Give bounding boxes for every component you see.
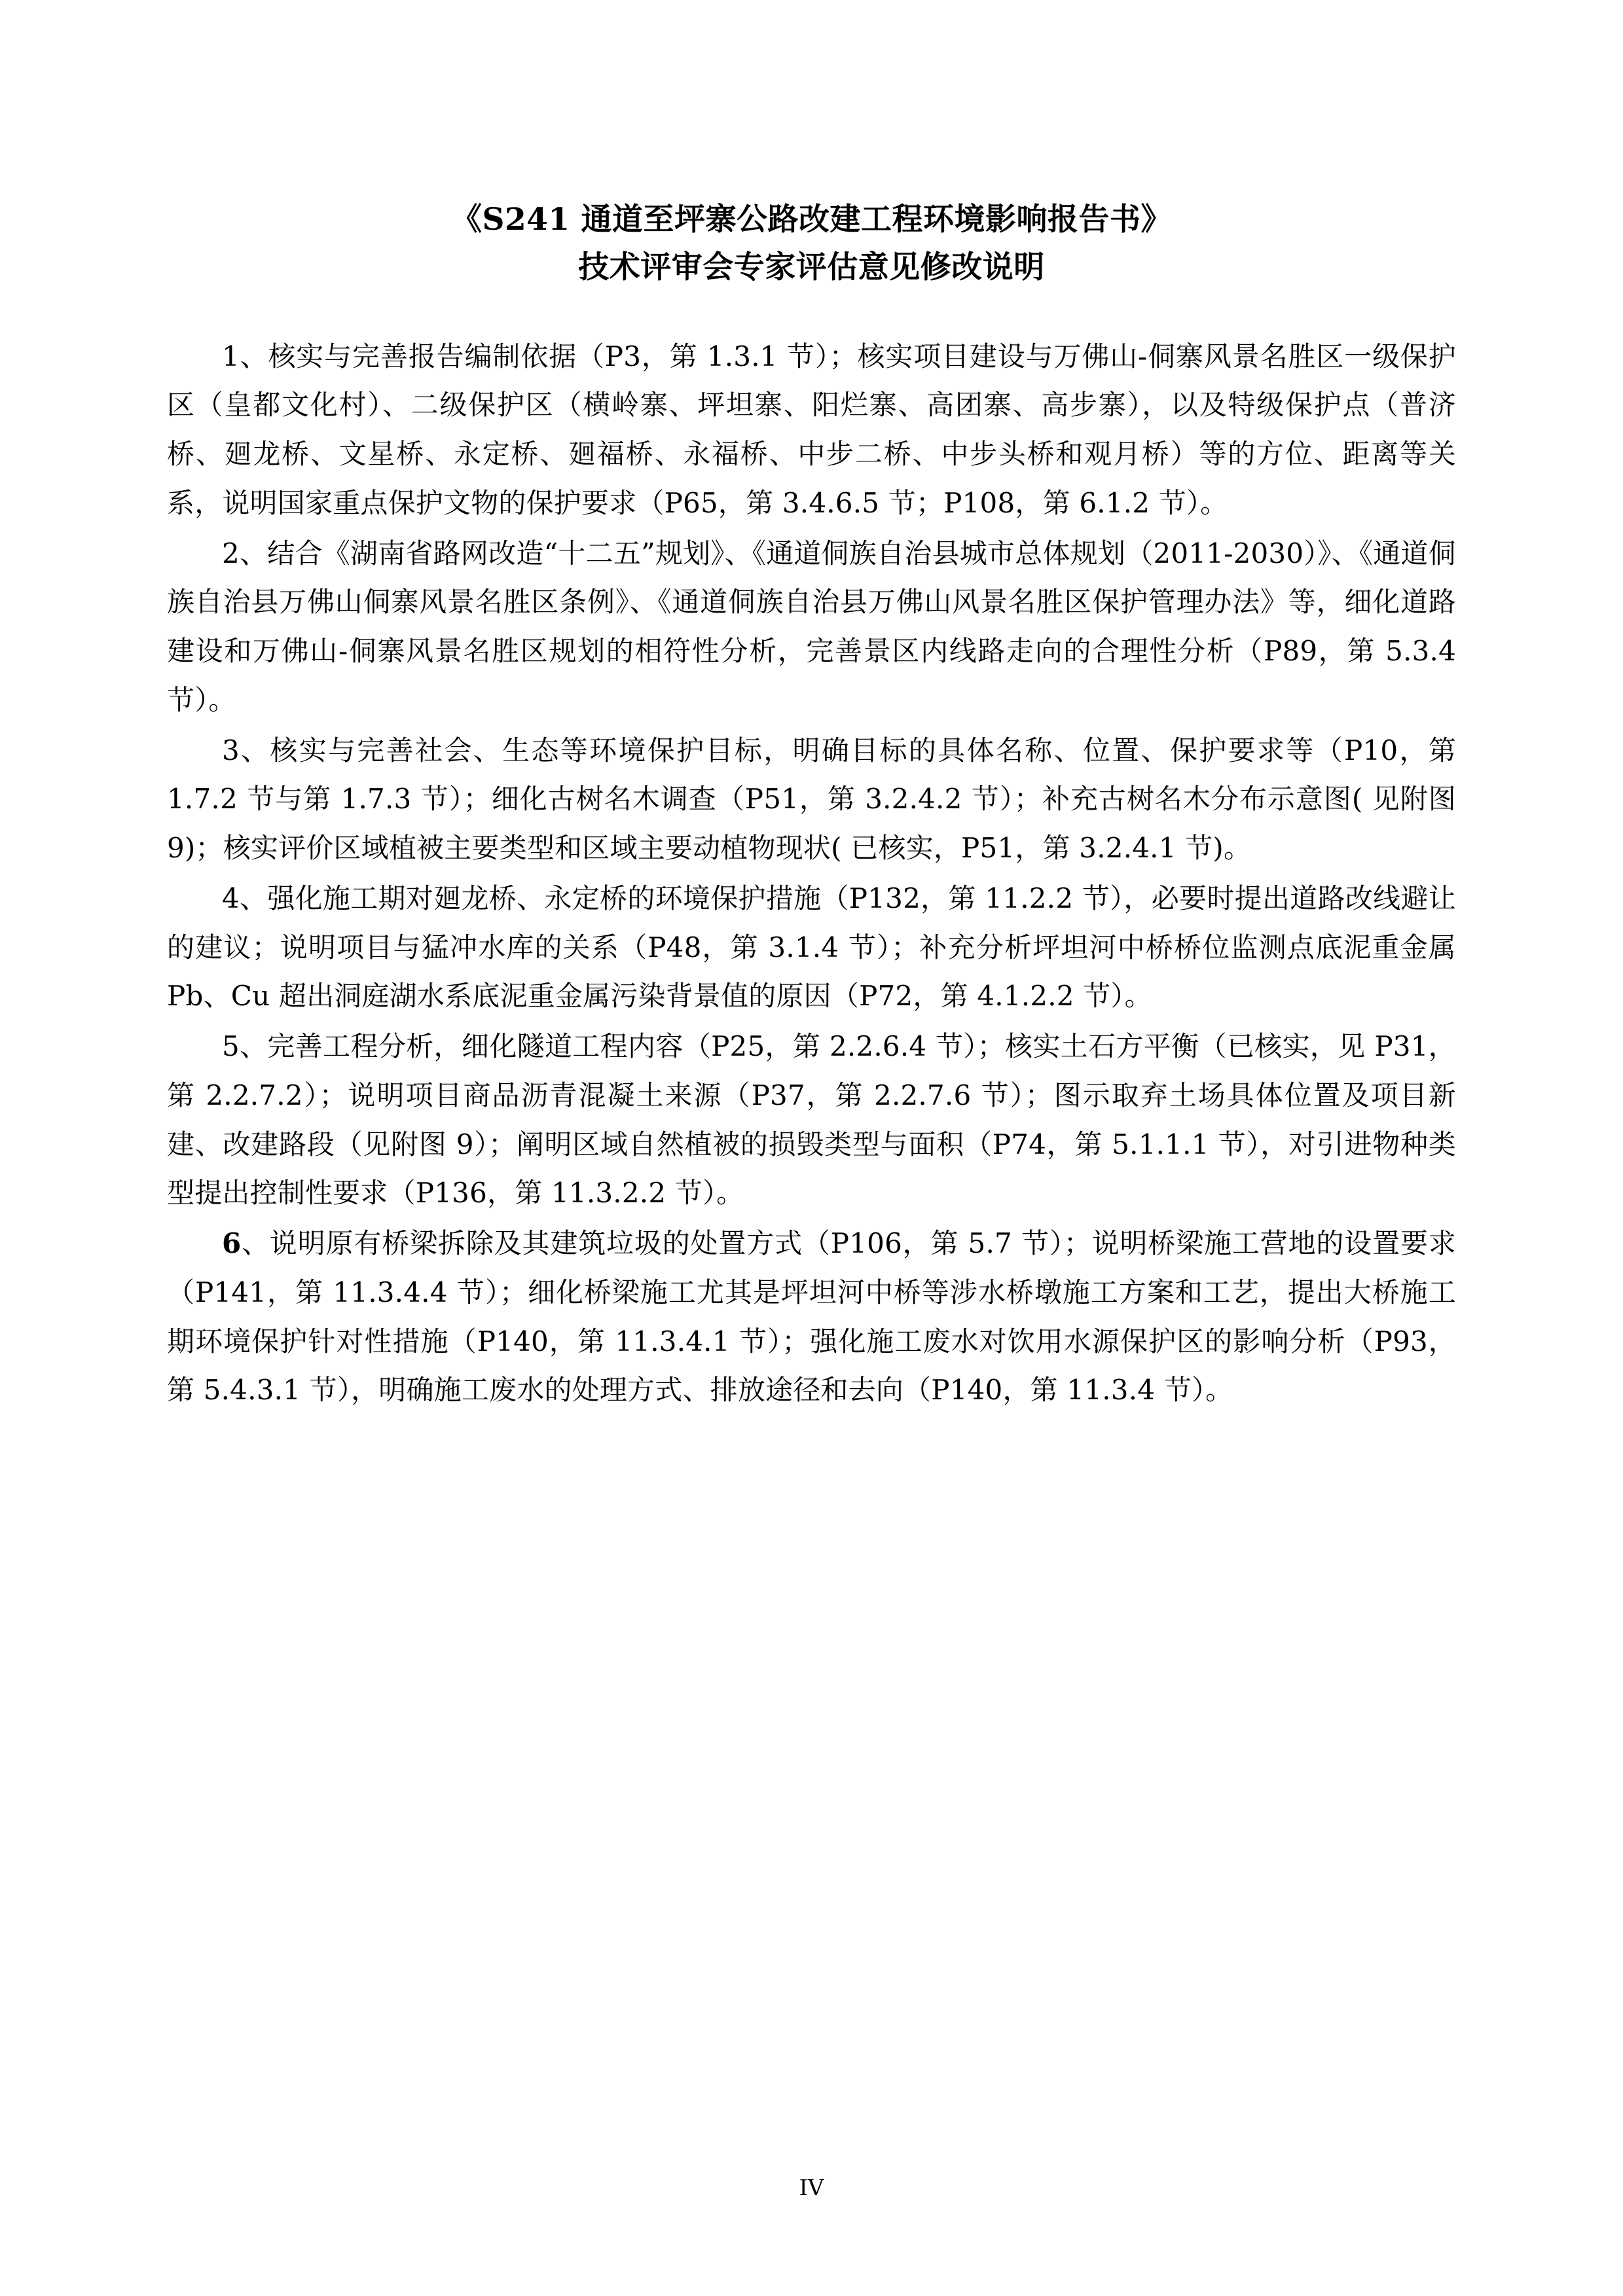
paragraph-item-6-text: 、说明原有桥梁拆除及其建筑垃圾的处置方式（P106，第 5.7 节）；说明桥梁施工营地的设置要求（P141，第 11.3.4.4 节）；细化桥梁施工尤其是坪坦河中桥等涉水桥墩施工方案和工艺，提出大桥施工期环境保护针对性措施（P140，第 11.3.4.1 节）；强化施工废水对饮用水源保护区的影响分析（P93，第 5.4.3.1 节），明确施工废水的处理方式、排放途径和去向（P140，第 11.3.4 节）。 [167, 1227, 1456, 1407]
paragraph-item-4: 4、强化施工期对廻龙桥、永定桥的环境保护措施（P132，第 11.2.2 节），必要时提出道路改线避让的建议；说明项目与猛冲水库的关系（P48，第 3.1.4 节）；补充分析坪坦河中桥桥位监测点底泥重金属 Pb、Cu 超出洞庭湖水系底泥重金属污染背景值的原因（P72，第 4.1.2.2 节）。 [167, 882, 1456, 1013]
paragraph-item-3: 3、核实与完善社会、生态等环境保护目标，明确目标的具体名称、位置、保护要求等（P10，第 1.7.2 节与第 1.7.3 节）；细化古树名木调查（P51，第 3.2.4.2 节）；补充古树名木分布示意图( 见附图 9)；核实评价区域植被主要类型和区域主要动植物现状( 已核实，P51，第 3.2.4.1 节)。 [167, 734, 1456, 865]
paragraph-item-5: 5、完善工程分析，细化隧道工程内容（P25，第 2.2.6.4 节）；核实土石方平衡（已核实，见 P31，第 2.2.7.2）；说明项目商品沥青混凝土来源（P37，第 2.2.7.6 节）；图示取弃土场具体位置及项目新建、改建路段（见附图 9）；阐明区域自然植被的损毁类型与面积（P74，第 5.1.1.1 节），对引进物种类型提出控制性要求（P136，第 11.3.2.2 节）。 [167, 1030, 1456, 1210]
paragraph-item-1: 1、核实与完善报告编制依据（P3，第 1.3.1 节）；核实项目建设与万佛山-侗寨风景名胜区一级保护区（皇都文化村）、二级保护区（横岭寨、坪坦寨、阳烂寨、高团寨、高步寨），以及特级保护点（普济桥、廻龙桥、文星桥、永定桥、廻福桥、永福桥、中步二桥、中步头桥和观月桥）等的方位、距离等关系，说明国家重点保护文物的保护要求（P65，第 3.4.6.5 节；P108，第 6.1.2 节）。 [167, 340, 1456, 519]
page-number: IV [799, 2175, 824, 2201]
document-title [167, 196, 1456, 292]
paragraph-item-6 [167, 1219, 1456, 1415]
paragraph-item-2: 2、结合《湖南省路网改造“十二五”规划》、《通道侗族自治县城市总体规划（2011-2030）》、《通道侗族自治县万佛山侗寨风景名胜区条例》、《通道侗族自治县万佛山风景名胜区保护管理办法》等，细化道路建设和万佛山-侗寨风景名胜区规划的相符性分析，完善景区内线路走向的合理性分析（P89，第 5.3.4 节）。 [167, 537, 1456, 716]
paragraph-item-6-lead: 6 [222, 1227, 242, 1260]
document-body [167, 332, 1456, 1416]
document-title-line-2: 技术评审会专家评估意见修改说明 [578, 249, 1045, 285]
document-title-line-1: 《S241 通道至坪寨公路改建工程环境影响报告书》 [451, 202, 1172, 238]
